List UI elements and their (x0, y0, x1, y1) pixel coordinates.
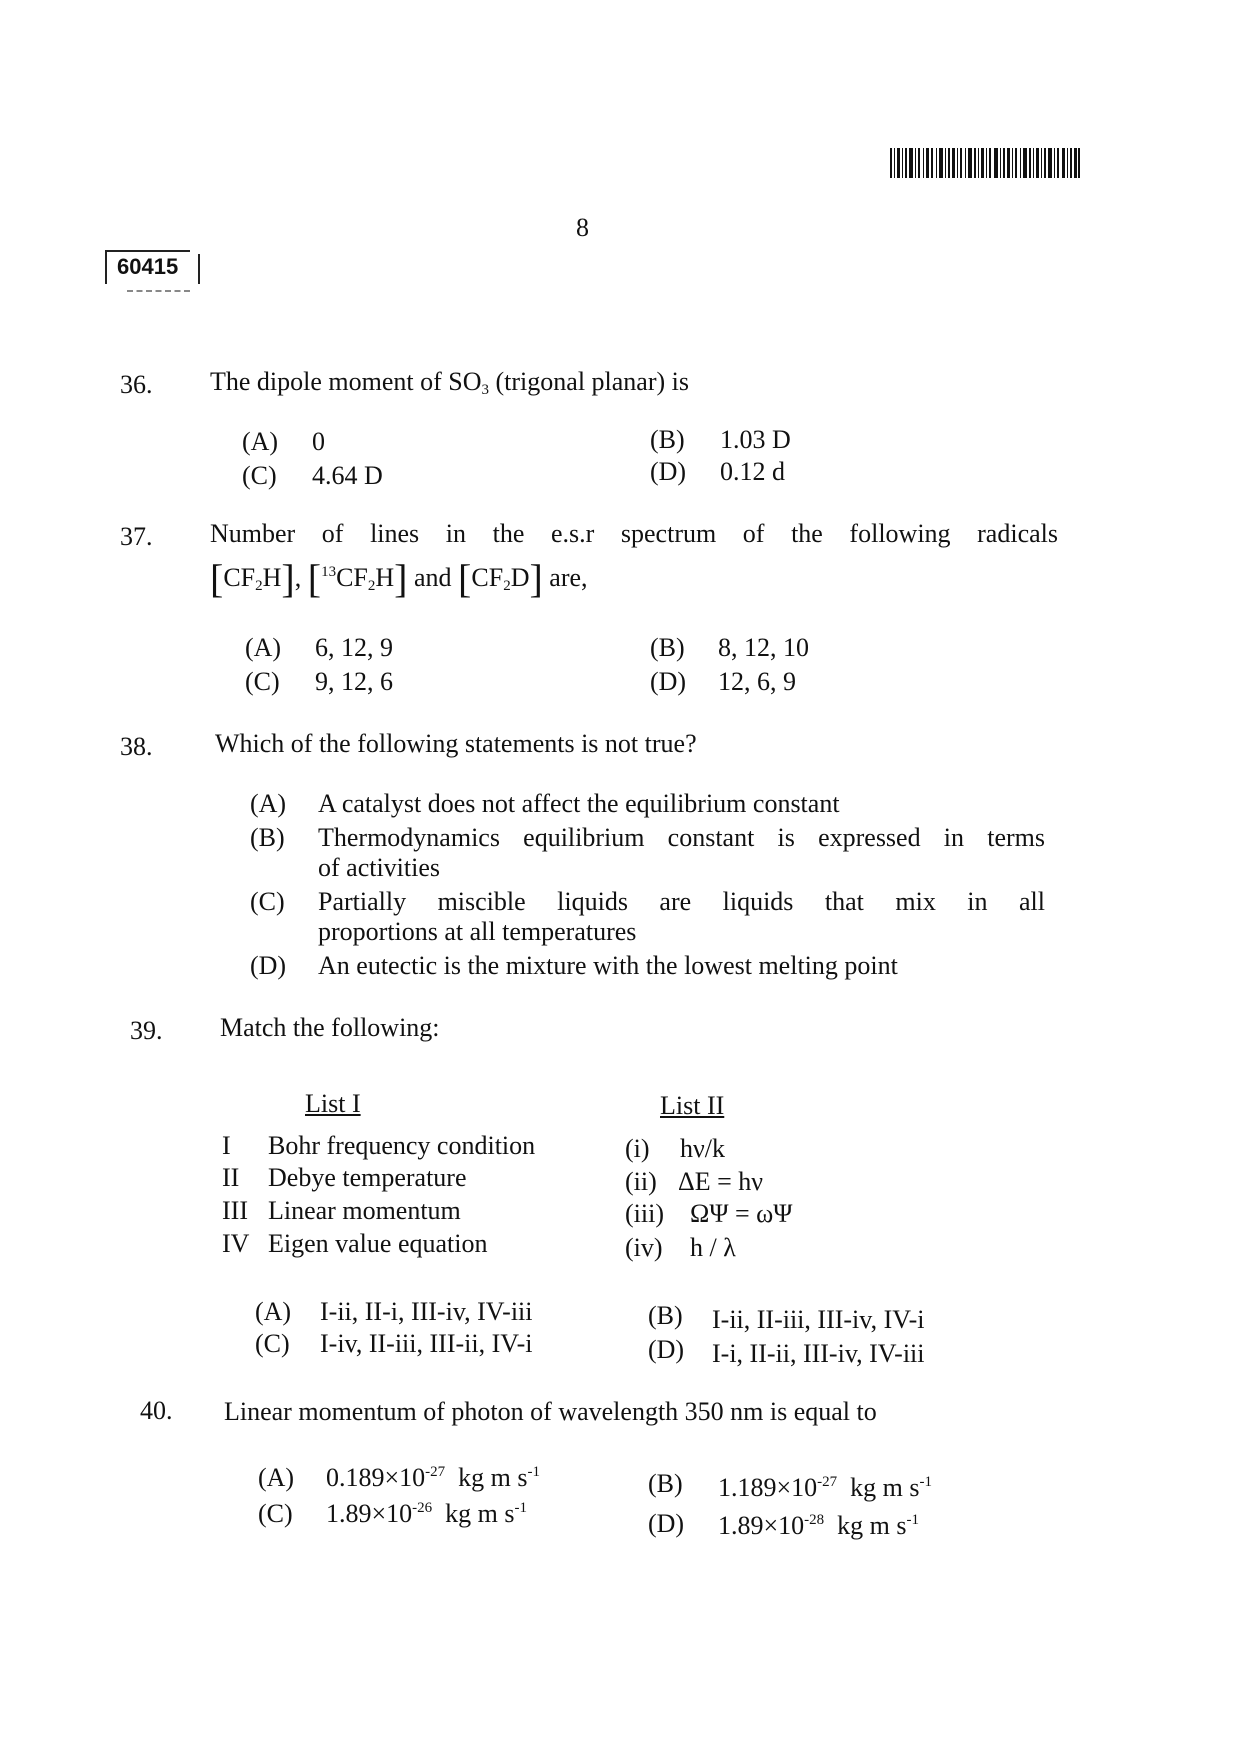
option-text: 6, 12, 9 (315, 633, 393, 662)
option-label: (B) (650, 425, 685, 454)
option-text: I-ii, II-iii, III-iv, IV-i (712, 1305, 925, 1334)
option-text: I-iv, II-iii, III-ii, IV-i (320, 1329, 533, 1358)
option-label: (B) (648, 1469, 683, 1498)
question-text: Match the following: (220, 1013, 440, 1042)
question-number: 39. (130, 1016, 163, 1045)
list-two-item: hν/k (680, 1134, 725, 1163)
option-label: (C) (255, 1329, 290, 1358)
page-number: 8 (576, 213, 589, 242)
option-label: (D) (650, 667, 687, 696)
option-label: (C) (250, 887, 285, 916)
option-text: Thermodynamics equilibrium constant is expressed in terms (318, 823, 1045, 852)
option-label: (A) (258, 1463, 295, 1492)
question-number: 36. (120, 370, 153, 399)
option-text: A catalyst does not affect the equilibrium constant (318, 789, 840, 818)
list-two-item: h / λ (690, 1233, 736, 1262)
list-one-roman: I (222, 1131, 231, 1160)
paper-code: 60415 (105, 250, 190, 284)
option-label: (D) (250, 951, 287, 980)
option-label: (B) (650, 633, 685, 662)
option-text: $0.189\times 10^{-27}$ kg m $s^{-1}$ (326, 1463, 541, 1492)
option-label: (D) (648, 1335, 685, 1364)
option-text: Partially miscible liquids are liquids that mix in all (318, 887, 1045, 916)
list-two-item: ΩΨ = ωΨ (690, 1199, 793, 1228)
list-two-roman: (iii) (625, 1199, 664, 1228)
list-one-roman: IV (222, 1229, 250, 1258)
option-label: (D) (650, 457, 687, 486)
list-one-item: Bohr frequency condition (268, 1131, 536, 1160)
option-text: 8, 12, 10 (718, 633, 809, 662)
question-text: Linear momentum of photon of wavelength 350 nm is equal to (224, 1397, 877, 1426)
list-two-title: List II (660, 1091, 725, 1120)
option-text: An eutectic is the mixture with the lowest melting point (318, 951, 898, 980)
option-text: I-i, II-ii, III-iv, IV-iii (712, 1339, 925, 1368)
option-text-continued: proportions at all temperatures (318, 917, 637, 946)
option-text: I-ii, II-i, III-iv, IV-iii (320, 1297, 533, 1326)
option-label: (D) (648, 1509, 685, 1538)
option-label: (C) (242, 461, 277, 490)
option-label: (B) (250, 823, 285, 852)
option-label: (A) (242, 427, 279, 456)
option-text: $1.89\times 10^{-28}$ kg m $s^{-1}$ (718, 1511, 920, 1540)
option-text: 0.12 d (720, 457, 785, 486)
list-one-item: Debye temperature (268, 1163, 467, 1192)
option-label: (B) (648, 1301, 683, 1330)
list-one-item: Eigen value equation (268, 1229, 488, 1258)
question-text: Which of the following statements is not true? (215, 729, 697, 758)
option-text: 0 (312, 427, 325, 456)
question-number: 38. (120, 732, 153, 761)
option-text: $1.89\times 10^{-26}$ kg m $s^{-1}$ (326, 1499, 528, 1528)
question-text: Number of lines in the e.s.r spectrum of the following radicals (210, 519, 1058, 548)
question-text: The dipole moment of $SO_3$ (trigonal planar) is (210, 367, 690, 398)
option-label: (C) (245, 667, 280, 696)
option-text: 12, 6, 9 (718, 667, 796, 696)
option-text-continued: of activities (318, 853, 441, 882)
question-number: 40. (140, 1396, 173, 1425)
barcode (890, 148, 1080, 178)
option-label: (A) (245, 633, 282, 662)
list-two-roman: (i) (625, 1134, 650, 1163)
option-label: (A) (250, 789, 287, 818)
list-two-item: ΔE = hν (678, 1167, 764, 1196)
list-two-roman: (ii) (625, 1167, 657, 1196)
list-two-roman: (iv) (625, 1233, 663, 1262)
option-label: (A) (255, 1297, 292, 1326)
option-text: 1.03 D (720, 425, 791, 454)
list-one-item: Linear momentum (268, 1196, 461, 1225)
list-one-title: List I (305, 1089, 361, 1118)
option-label: (C) (258, 1499, 293, 1528)
radical-formulas: $[CF_2H]$, $[^{13}CF_2H]$ and $[CF_2D]$ are, (210, 556, 588, 601)
question-number: 37. (120, 522, 153, 551)
option-text: $1.189\times 10^{-27}$ kg m $s^{-1}$ (718, 1473, 933, 1502)
list-one-roman: III (222, 1196, 248, 1225)
list-one-roman: II (222, 1163, 240, 1192)
option-text: 9, 12, 6 (315, 667, 393, 696)
option-text: 4.64 D (312, 461, 383, 490)
